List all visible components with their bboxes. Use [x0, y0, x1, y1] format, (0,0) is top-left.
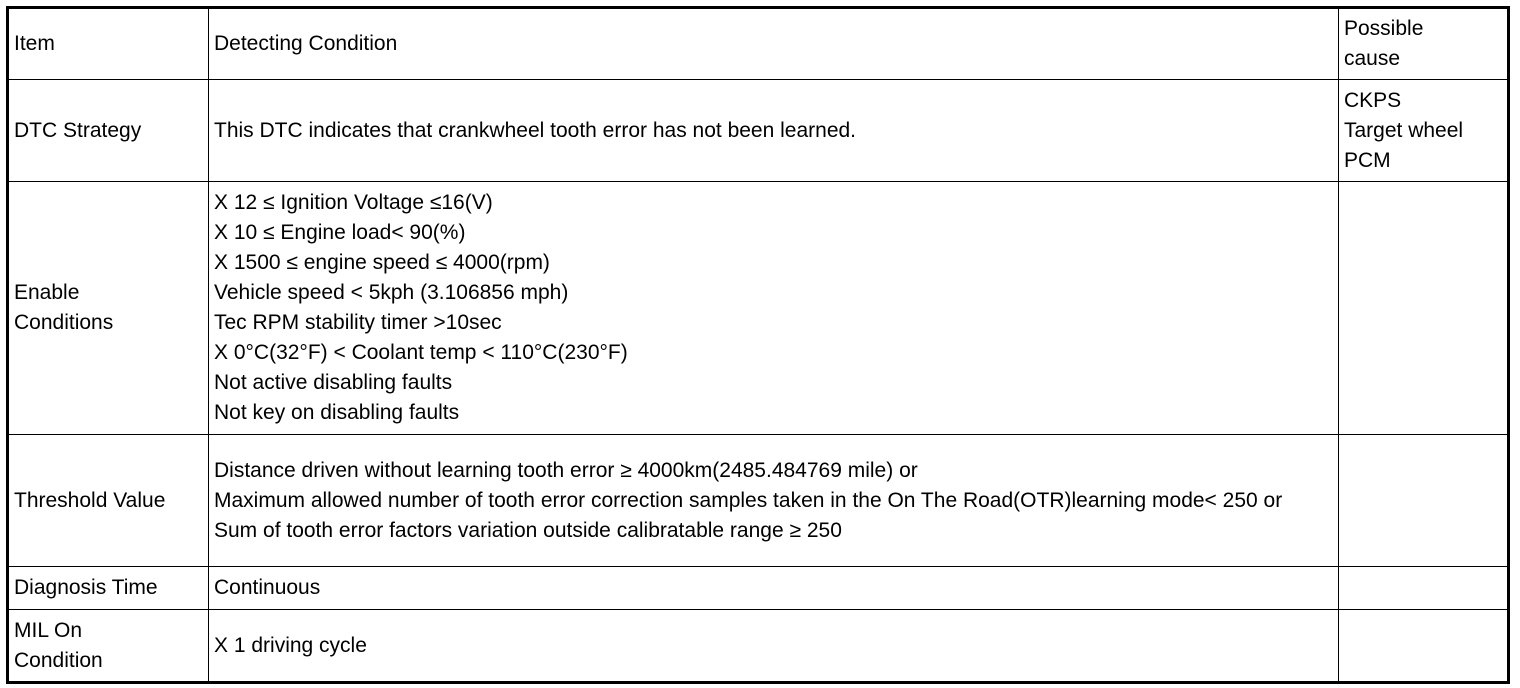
threshold-line: Sum of tooth error factors variation outside calibratable range ≥ 250: [214, 518, 842, 542]
table-row-mil-on-condition: [8, 610, 1509, 683]
condition-line: Not key on disabling faults: [214, 401, 460, 424]
diagnosis-time-cause: [1339, 567, 1509, 610]
diagnosis-time-text: Continuous: [209, 567, 1339, 610]
dtc-strategy-causes: [1339, 80, 1509, 182]
dtc-info-table: [6, 6, 1510, 684]
condition-line: X 10 ≤ Engine load< 90(%): [214, 221, 466, 244]
header-cause-line2: cause: [1344, 47, 1401, 70]
table-row-diagnosis-time: [8, 567, 1509, 610]
header-row: [8, 8, 1509, 80]
cause-item: CKPS: [1344, 88, 1402, 112]
cause-item: Target wheel: [1344, 118, 1464, 142]
mil-on-condition-text: X 1 driving cycle: [209, 610, 1339, 683]
dtc-strategy-text: This DTC indicates that crankwheel tooth error has not been learned.: [209, 80, 1339, 182]
enable-conditions-list: [209, 182, 1339, 435]
enable-conditions-cause: [1339, 182, 1509, 435]
diagnosis-time-label: Diagnosis Time: [8, 567, 209, 610]
enable-conditions-label: Enable Conditions: [8, 182, 209, 435]
condition-line: X 1500 ≤ engine speed ≤ 4000(rpm): [214, 251, 550, 274]
condition-line: Not active disabling faults: [214, 371, 453, 394]
table-row-threshold-value: [8, 435, 1509, 567]
mil-on-condition-cause: [1339, 610, 1509, 683]
condition-line: Vehicle speed < 5kph (3.106856 mph): [214, 281, 569, 304]
condition-line: X 12 ≤ Ignition Voltage ≤16(V): [214, 191, 493, 214]
threshold-line: Maximum allowed number of tooth error correction samples taken in the On The Road(OTR)learning mode< 250 or: [214, 488, 1283, 512]
mil-on-condition-label: MIL On Condition: [8, 610, 209, 683]
cause-item: PCM: [1344, 148, 1391, 172]
condition-line: Tec RPM stability timer >10sec: [214, 311, 502, 334]
dtc-strategy-label: DTC Strategy: [8, 80, 209, 182]
threshold-list: [209, 435, 1339, 567]
threshold-label: Threshold Value: [8, 435, 209, 567]
table-row-dtc-strategy: [8, 80, 1509, 182]
table-row-enable-conditions: [8, 182, 1509, 435]
header-cause: [1339, 8, 1509, 80]
threshold-line: Distance driven without learning tooth error ≥ 4000km(2485.484769 mile) or: [214, 458, 918, 482]
header-item: Item: [8, 8, 209, 80]
threshold-cause: [1339, 435, 1509, 567]
condition-line: X 0°C(32°F) < Coolant temp < 110°C(230°F): [214, 341, 628, 364]
header-cause-line1: Possible: [1344, 17, 1424, 40]
header-condition: Detecting Condition: [209, 8, 1339, 80]
